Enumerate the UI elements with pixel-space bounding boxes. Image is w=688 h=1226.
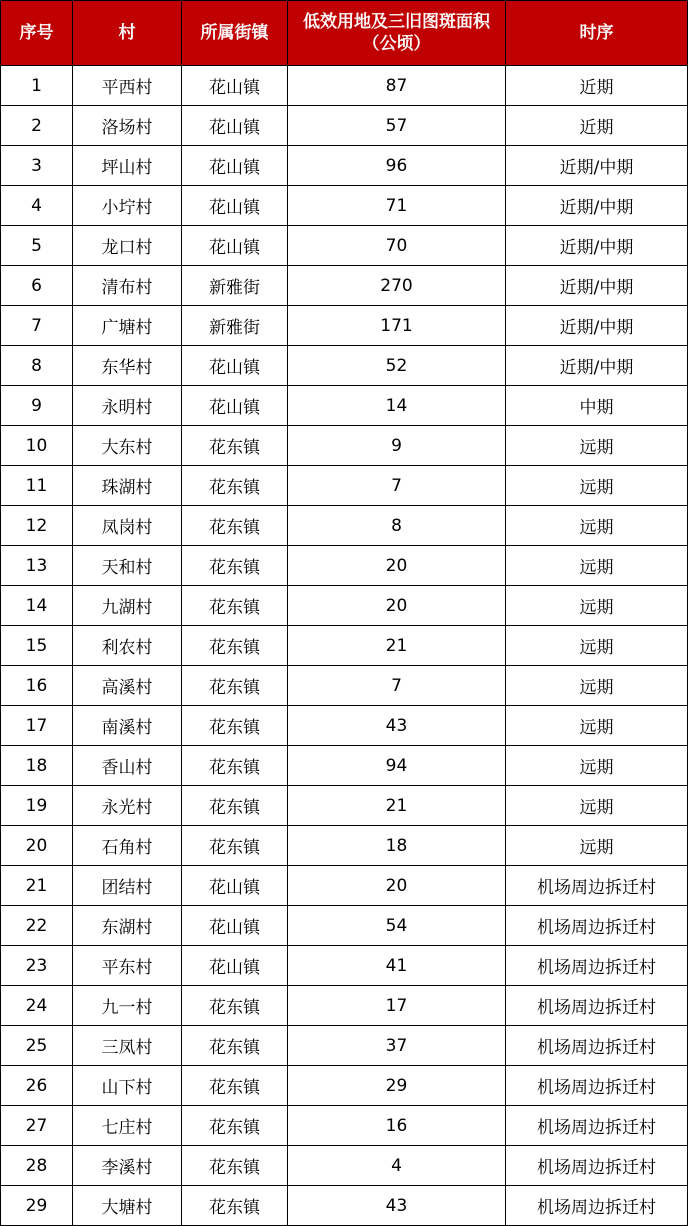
cell-period: 远期: [506, 546, 688, 586]
cell-period: 中期: [506, 386, 688, 426]
cell-index: 15: [1, 626, 73, 666]
cell-period: 机场周边拆迁村: [506, 906, 688, 946]
cell-village: 清布村: [73, 266, 182, 306]
table-row: [1, 1106, 688, 1146]
cell-area: 71: [288, 186, 506, 226]
cell-area: 96: [288, 146, 506, 186]
header-index: 序号: [1, 1, 73, 66]
cell-index: 18: [1, 746, 73, 786]
cell-period: 远期: [506, 426, 688, 466]
cell-index: 17: [1, 706, 73, 746]
cell-period: 机场周边拆迁村: [506, 946, 688, 986]
cell-village: 团结村: [73, 866, 182, 906]
cell-index: 1: [1, 66, 73, 106]
cell-index: 16: [1, 666, 73, 706]
cell-period: 远期: [506, 586, 688, 626]
cell-area: 52: [288, 346, 506, 386]
table-row: [1, 146, 688, 186]
cell-village: 珠湖村: [73, 466, 182, 506]
cell-area: 17: [288, 986, 506, 1026]
table-row: [1, 266, 688, 306]
cell-period: 远期: [506, 786, 688, 826]
cell-index: 12: [1, 506, 73, 546]
header-village: 村: [73, 1, 182, 66]
cell-area: 43: [288, 706, 506, 746]
cell-period: 远期: [506, 666, 688, 706]
cell-village: 坪山村: [73, 146, 182, 186]
cell-period: 机场周边拆迁村: [506, 866, 688, 906]
cell-village: 李溪村: [73, 1146, 182, 1186]
table-row: [1, 1066, 688, 1106]
cell-town: 花山镇: [182, 946, 288, 986]
cell-village: 高溪村: [73, 666, 182, 706]
cell-index: 11: [1, 466, 73, 506]
cell-village: 东华村: [73, 346, 182, 386]
cell-village: 广塘村: [73, 306, 182, 346]
cell-period: 近期/中期: [506, 226, 688, 266]
cell-area: 54: [288, 906, 506, 946]
cell-index: 13: [1, 546, 73, 586]
table-row: [1, 226, 688, 266]
cell-index: 22: [1, 906, 73, 946]
cell-period: 近期/中期: [506, 346, 688, 386]
cell-index: 3: [1, 146, 73, 186]
table-row: [1, 1146, 688, 1186]
cell-village: 平西村: [73, 66, 182, 106]
cell-area: 20: [288, 546, 506, 586]
cell-town: 花东镇: [182, 826, 288, 866]
cell-period: 机场周边拆迁村: [506, 1106, 688, 1146]
cell-index: 20: [1, 826, 73, 866]
cell-town: 花东镇: [182, 986, 288, 1026]
cell-index: 29: [1, 1186, 73, 1226]
table-row: [1, 1186, 688, 1226]
cell-area: 16: [288, 1106, 506, 1146]
cell-area: 70: [288, 226, 506, 266]
cell-period: 远期: [506, 506, 688, 546]
cell-village: 永明村: [73, 386, 182, 426]
header-area: 低效用地及三旧图斑面积（公顷）: [288, 1, 506, 66]
cell-village: 小坾村: [73, 186, 182, 226]
cell-town: 花山镇: [182, 866, 288, 906]
cell-period: 机场周边拆迁村: [506, 986, 688, 1026]
cell-area: 57: [288, 106, 506, 146]
cell-period: 远期: [506, 706, 688, 746]
cell-town: 新雅街: [182, 266, 288, 306]
cell-area: 20: [288, 866, 506, 906]
cell-village: 永光村: [73, 786, 182, 826]
cell-area: 18: [288, 826, 506, 866]
cell-area: 8: [288, 506, 506, 546]
cell-town: 花山镇: [182, 386, 288, 426]
table-row: [1, 346, 688, 386]
cell-town: 花东镇: [182, 1106, 288, 1146]
table-row: [1, 106, 688, 146]
cell-village: 洛场村: [73, 106, 182, 146]
cell-index: 2: [1, 106, 73, 146]
cell-period: 机场周边拆迁村: [506, 1186, 688, 1226]
cell-period: 近期: [506, 66, 688, 106]
cell-village: 九湖村: [73, 586, 182, 626]
cell-village: 平东村: [73, 946, 182, 986]
cell-town: 花山镇: [182, 106, 288, 146]
cell-village: 石角村: [73, 826, 182, 866]
cell-index: 8: [1, 346, 73, 386]
header-town: 所属街镇: [182, 1, 288, 66]
cell-area: 4: [288, 1146, 506, 1186]
cell-index: 25: [1, 1026, 73, 1066]
cell-town: 花东镇: [182, 1066, 288, 1106]
cell-village: 东湖村: [73, 906, 182, 946]
table-row: [1, 746, 688, 786]
table-row: [1, 506, 688, 546]
cell-area: 87: [288, 66, 506, 106]
cell-period: 近期/中期: [506, 306, 688, 346]
cell-village: 天和村: [73, 546, 182, 586]
cell-village: 九一村: [73, 986, 182, 1026]
table-row: [1, 426, 688, 466]
cell-town: 花山镇: [182, 66, 288, 106]
table-row: [1, 586, 688, 626]
cell-village: 利农村: [73, 626, 182, 666]
cell-period: 远期: [506, 466, 688, 506]
cell-town: 花山镇: [182, 346, 288, 386]
cell-period: 远期: [506, 746, 688, 786]
cell-town: 花东镇: [182, 746, 288, 786]
cell-town: 花山镇: [182, 906, 288, 946]
table-row: [1, 986, 688, 1026]
cell-period: 机场周边拆迁村: [506, 1066, 688, 1106]
cell-index: 5: [1, 226, 73, 266]
header-row: [1, 1, 688, 66]
cell-town: 花东镇: [182, 1186, 288, 1226]
cell-town: 花东镇: [182, 626, 288, 666]
cell-period: 近期/中期: [506, 146, 688, 186]
cell-area: 14: [288, 386, 506, 426]
table-row: [1, 866, 688, 906]
cell-index: 19: [1, 786, 73, 826]
cell-area: 43: [288, 1186, 506, 1226]
cell-village: 大东村: [73, 426, 182, 466]
table-row: [1, 906, 688, 946]
cell-area: 7: [288, 666, 506, 706]
table-row: [1, 186, 688, 226]
cell-index: 9: [1, 386, 73, 426]
cell-town: 花东镇: [182, 586, 288, 626]
table-row: [1, 826, 688, 866]
cell-index: 23: [1, 946, 73, 986]
cell-area: 270: [288, 266, 506, 306]
cell-index: 10: [1, 426, 73, 466]
header-period: 时序: [506, 1, 688, 66]
cell-index: 7: [1, 306, 73, 346]
cell-area: 37: [288, 1026, 506, 1066]
cell-town: 花东镇: [182, 786, 288, 826]
cell-period: 近期/中期: [506, 266, 688, 306]
cell-town: 花东镇: [182, 546, 288, 586]
cell-town: 花山镇: [182, 226, 288, 266]
cell-area: 171: [288, 306, 506, 346]
cell-index: 24: [1, 986, 73, 1026]
table-row: [1, 1026, 688, 1066]
cell-index: 26: [1, 1066, 73, 1106]
cell-period: 远期: [506, 626, 688, 666]
cell-area: 9: [288, 426, 506, 466]
cell-town: 新雅街: [182, 306, 288, 346]
cell-area: 21: [288, 786, 506, 826]
table-row: [1, 786, 688, 826]
cell-town: 花东镇: [182, 506, 288, 546]
cell-period: 机场周边拆迁村: [506, 1146, 688, 1186]
cell-period: 近期/中期: [506, 186, 688, 226]
table-row: [1, 466, 688, 506]
cell-town: 花东镇: [182, 666, 288, 706]
table-row: [1, 946, 688, 986]
cell-village: 香山村: [73, 746, 182, 786]
cell-index: 14: [1, 586, 73, 626]
cell-area: 29: [288, 1066, 506, 1106]
table-row: [1, 706, 688, 746]
cell-period: 机场周边拆迁村: [506, 1026, 688, 1066]
cell-town: 花东镇: [182, 1146, 288, 1186]
cell-area: 41: [288, 946, 506, 986]
cell-index: 21: [1, 866, 73, 906]
table-row: [1, 666, 688, 706]
table-body: [1, 66, 688, 1226]
cell-village: 七庄村: [73, 1106, 182, 1146]
cell-period: 近期: [506, 106, 688, 146]
cell-index: 28: [1, 1146, 73, 1186]
cell-index: 6: [1, 266, 73, 306]
table-row: [1, 626, 688, 666]
cell-index: 4: [1, 186, 73, 226]
cell-period: 远期: [506, 826, 688, 866]
table-row: [1, 306, 688, 346]
cell-area: 94: [288, 746, 506, 786]
cell-town: 花山镇: [182, 146, 288, 186]
cell-area: 7: [288, 466, 506, 506]
cell-index: 27: [1, 1106, 73, 1146]
cell-town: 花东镇: [182, 1026, 288, 1066]
cell-village: 南溪村: [73, 706, 182, 746]
cell-village: 大塘村: [73, 1186, 182, 1226]
table-row: [1, 546, 688, 586]
table-row: [1, 66, 688, 106]
table-row: [1, 386, 688, 426]
cell-town: 花东镇: [182, 466, 288, 506]
cell-town: 花东镇: [182, 706, 288, 746]
cell-area: 21: [288, 626, 506, 666]
table-header: [1, 1, 688, 66]
cell-village: 凤岗村: [73, 506, 182, 546]
cell-town: 花东镇: [182, 426, 288, 466]
cell-town: 花山镇: [182, 186, 288, 226]
cell-village: 龙口村: [73, 226, 182, 266]
cell-village: 山下村: [73, 1066, 182, 1106]
cell-area: 20: [288, 586, 506, 626]
cell-village: 三凤村: [73, 1026, 182, 1066]
